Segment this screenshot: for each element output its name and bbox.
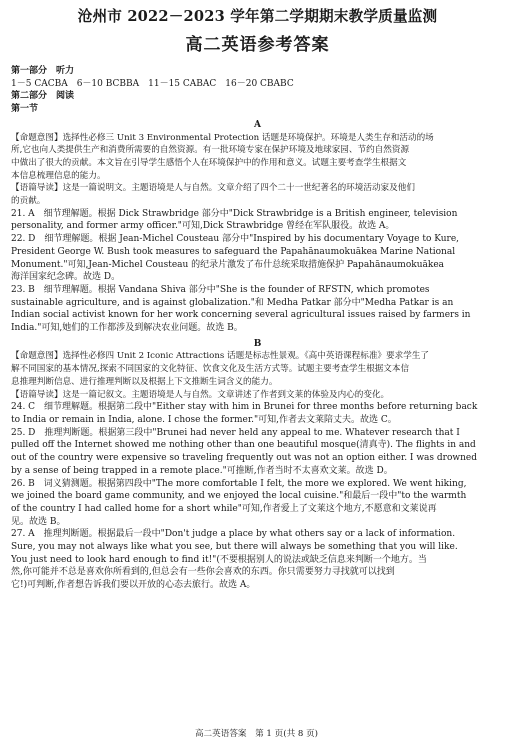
intent-line: 【命题意图】选择性必修三 Unit 3 Environmental Protection 话题是环境保护。环境是人类生存和活动的场	[11, 132, 434, 143]
answer-line: 23. B 细节理解题。根据 Vandana Shiva 部分中"She is the founder of RFSTN, which promotes	[11, 284, 430, 295]
answer-line: 26. B 词义猜测题。根据第四段中"The more comfortable I felt, the more we explored. We went hiking,	[11, 478, 467, 489]
answer-line: You just need to look hard enough to find it!"(不要根据别人的说法或缺乏信息来判断一个地方。当	[11, 554, 427, 565]
guide-line: 【语篇导读】这是一篇说明文。主题语境是人与自然。文章介绍了四个二十一世纪著名的环境活动家及他们	[11, 183, 415, 194]
answer-line: by a sense of being trapped in a remote place."可推断,作者当时不太喜欢文莱。故选 D。	[11, 465, 393, 476]
answer-line: out of the country were expensive so traveling frequently out was not an option either. I was drowned	[11, 453, 477, 464]
answer-line: to India or remain in India, alone. I chose the former."可知,作者去文莱陪丈夫。故选 C。	[11, 414, 397, 425]
answer-25	[11, 427, 504, 478]
intent-line: 所,它也向人类提供生产和消费所需要的自然资源。有一批环境专家在保护环境及地球家园、节约自然资源	[11, 145, 410, 156]
answer-line: President George W. Bush took measures to safeguard the Papahānaumokuākea Marine National	[11, 246, 456, 257]
answer-line: 它!)可判断,作者想告诉我们要以开放的心态去旅行。故选 A。	[11, 580, 256, 591]
answer-24	[11, 401, 504, 426]
answer-line: 见。故选 B。	[11, 516, 66, 527]
answer-line: Indian social activist known for her work concerning several agricultural issues raised by farmers in	[11, 310, 471, 321]
answer-line: 24. C 细节理解题。根据第二段中"Either stay with him in Brunei for three months before returning back	[11, 402, 478, 413]
passage-a-guide	[11, 182, 504, 207]
answer-line: sustainable agriculture, and is against globalization."和 Medha Patkar 部分中"Medha Patkar is an	[11, 297, 454, 308]
answer-22	[11, 233, 504, 284]
passage-b-guide	[11, 389, 504, 402]
passage-b-heading: B	[253, 338, 262, 349]
guide-line: 的贡献。	[11, 196, 46, 207]
answer-line: Monument."可知,Jean-Michel Cousteau 的纪录片激发了布什总统采取措施保护 Papahānaumokuākea	[11, 259, 445, 270]
page-footer: 高二英语答案 第 1 页(共 8 页)	[194, 729, 319, 739]
answer-23	[11, 284, 504, 335]
answer-line: 海洋国家纪念碑。故选 D。	[11, 272, 121, 283]
answer-26	[11, 478, 504, 529]
passage-a-heading: A	[254, 119, 261, 130]
intent-line: 中做出了很大的贡献。本文旨在引导学生感悟个人在环境保护中的作用和意义。试题主要考查学生根据文	[11, 157, 407, 168]
answer-line: of the country I had called home for a short while"可知,作者爱上了文莱这个地方,不愿意和文莱说再	[11, 503, 437, 514]
answer-line: 22. D 细节理解题。根据 Jean-Michel Cousteau 部分中"Inspired by his documentary Voyage to Kure,	[11, 234, 460, 245]
intent-line: 【命题意图】选择性必修四 Unit 2 Iconic Attractions 话题是标志性景观。《高中英语课程标准》要求学生了	[11, 351, 429, 362]
answer-line: 27. A 推理判断题。根据最后一段中"Don't judge a place by what others say or a lack of information.	[11, 529, 456, 540]
answer-27	[11, 528, 504, 592]
document-subtitle: 高二英语参考答案	[185, 35, 330, 55]
answer-line: personality, and former army officer."可知,Dick Strawbridge 曾经在军队服役。故选 A。	[11, 221, 395, 232]
listening-answers: 1－5 CACBA 6－10 BCBBA 11－15 CABAC 16－20 CBABC	[11, 78, 294, 89]
answer-line: 21. A 细节理解题。根据 Dick Strawbridge 部分中"Dick Strawbridge is a British engineer, television	[11, 208, 458, 219]
intent-line: 本信息梳理信息的能力。	[11, 170, 106, 181]
reading-part-label: 第二部分 阅读	[11, 91, 75, 102]
answer-line: India."可知,她们的工作都涉及到解决农业问题。故选 B。	[11, 323, 243, 334]
section-label: 第一节	[11, 104, 39, 115]
guide-line: 【语篇导读】这是一篇记叙文。主题语境是人与自然。文章讲述了作者到文莱的体验及内心的变化。	[11, 389, 390, 400]
answer-21	[11, 208, 504, 233]
intent-line: 息推理判断信息、进行推理判断以及根据上下文推断生词含义的能力。	[11, 376, 278, 387]
answer-line: Sure, you may not always like what you see, but there will always be something that you will like.	[11, 542, 458, 553]
answer-line: we joined the board game community, and we enjoyed the local cuisine."和最后一段中"to the warmth	[11, 491, 467, 502]
intent-line: 解不同国家的基本情况,探索不同国家的文化特征、饮食文化及生活方式等。试题主要考查学生根据文本信	[11, 364, 410, 375]
passage-b-intent	[11, 350, 504, 388]
answer-line: pulled off the Internet showed me nothing other than one beautiful mosque(清真寺). The flights in and	[11, 440, 476, 451]
document-title: 沧州市 2022－2023 学年第二学期期末教学质量监测	[77, 8, 438, 25]
listening-part-label: 第一部分 听力	[11, 66, 75, 76]
answer-line: 然,你可能并不总是喜欢你所看到的,但总会有一些你会喜欢的东西。你只需要努力寻找就可以找到	[11, 567, 395, 578]
passage-a-intent	[11, 132, 504, 183]
answer-line: 25. D 推理判断题。根据第三段中"Brunei had never held any appeal to me. Whatever research that I	[11, 427, 460, 438]
